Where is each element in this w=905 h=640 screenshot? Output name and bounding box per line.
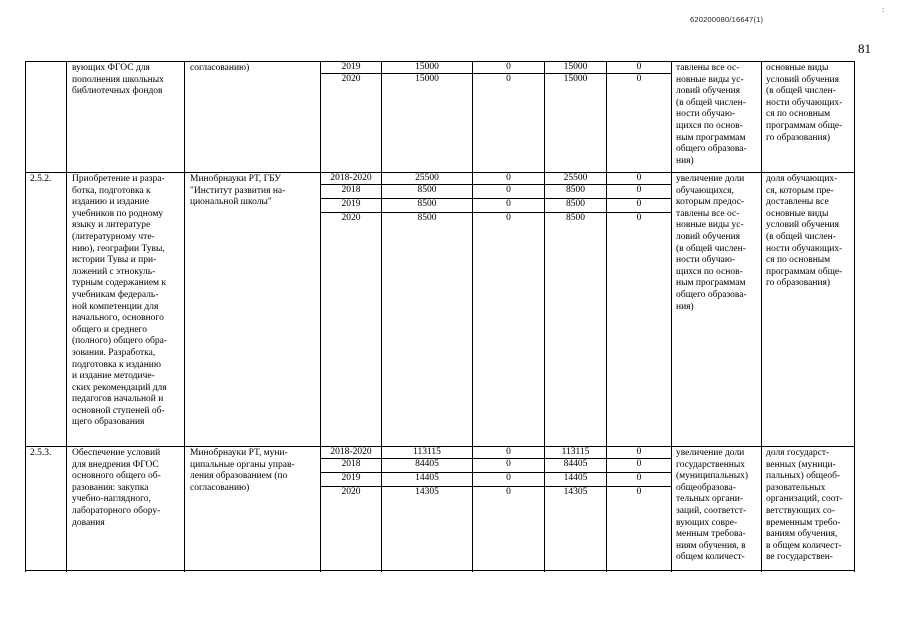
row-code: 2.5.3. bbox=[30, 448, 52, 458]
cell-total: 15000 bbox=[415, 62, 439, 72]
data-table bbox=[25, 61, 855, 572]
cell-total: 84405 bbox=[415, 459, 439, 469]
cell-regional: 8500 bbox=[566, 199, 585, 209]
cell-other: 0 bbox=[636, 62, 642, 72]
row-name: Обеспечение условий для внедрения ФГОС основного общего об- разования: закупка учебно-наглядного, лабораторного обору- дования bbox=[72, 448, 161, 528]
cell-year: 2018-2020 bbox=[330, 447, 372, 457]
col-divider bbox=[66, 62, 67, 572]
row-result: увеличение доли государственных (муниципальных) общеобразова- тельных органи- заций, соответст- вующих совре- менным требова- ниям обучения, в общем количест- bbox=[676, 448, 749, 563]
cell-year: 2020 bbox=[341, 213, 361, 223]
cell-total: 8500 bbox=[417, 199, 437, 209]
cell-total: 8500 bbox=[417, 185, 437, 195]
cell-federal: 0 bbox=[506, 473, 511, 483]
cell-other: 0 bbox=[636, 213, 642, 223]
cell-regional: 25500 bbox=[563, 173, 588, 183]
row-name: вующих ФГОС для пополнения школьных библиотечных фондов bbox=[72, 63, 164, 97]
cell-federal: 0 bbox=[506, 185, 511, 195]
cell-total: 113115 bbox=[413, 447, 441, 457]
col-divider bbox=[761, 62, 762, 572]
cell-regional: 113115 bbox=[561, 447, 590, 457]
cell-other: 0 bbox=[636, 473, 642, 483]
cell-federal: 0 bbox=[506, 487, 511, 497]
row-result: тавлены все ос- новные виды ус- ловий обучения (в общей числен- ности обучаю- щихся по основ- ным программам общего образова- ния) bbox=[676, 63, 747, 166]
cell-federal: 0 bbox=[506, 199, 511, 209]
corner-mark: : bbox=[882, 5, 885, 14]
cell-other: 0 bbox=[636, 185, 642, 195]
cell-other: 0 bbox=[636, 487, 642, 497]
row-executor: согласованию) bbox=[190, 63, 250, 73]
cell-total: 14305 bbox=[415, 487, 439, 497]
cell-regional: 15000 bbox=[563, 62, 588, 72]
cell-federal: 0 bbox=[506, 447, 511, 457]
cell-total: 14405 bbox=[415, 473, 439, 483]
row-code: 2.5.2. bbox=[30, 174, 52, 184]
cell-federal: 0 bbox=[506, 459, 511, 469]
cell-year: 2018-2020 bbox=[330, 173, 372, 183]
cell-total: 25500 bbox=[415, 173, 439, 183]
cell-total: 8500 bbox=[417, 213, 437, 223]
cell-regional: 15000 bbox=[563, 74, 588, 84]
page-number: 81 bbox=[858, 41, 871, 56]
cell-regional: 84405 bbox=[563, 459, 588, 469]
cell-year: 2019 bbox=[341, 199, 361, 209]
cell-year: 2018 bbox=[341, 185, 361, 195]
col-divider bbox=[184, 62, 185, 572]
cell-regional: 8500 bbox=[566, 185, 585, 195]
row-executor: Минобрнауки РТ, ГБУ "Институт развития на- циональной школы" bbox=[190, 174, 286, 208]
cell-total: 15000 bbox=[415, 74, 439, 84]
document-stamp: 620200080/16647(1) bbox=[690, 15, 764, 24]
row-indicator: основные виды условий обучения (в общей числен- ности обучающих- ся по основным программам обще- го образования) bbox=[766, 63, 843, 143]
row-result: увеличение доли обучающихся, которым предос- тавлены все ос- новные виды ус- ловий обучения (в общей числен- ности обучаю- щихся по основ- ным программам общего образова- ния) bbox=[676, 174, 747, 312]
cell-regional: 14405 bbox=[563, 473, 588, 483]
cell-regional: 8500 bbox=[566, 213, 585, 223]
cell-year: 2019 bbox=[341, 473, 361, 483]
cell-federal: 0 bbox=[506, 74, 511, 84]
row-name: Приобретение и разра- ботка, подготовка к изданию и издание учебников по родному языку и литературе (литературному чте- нию), географии Тувы, истории Тувы и при- ложений с этнокуль- турным содержанием к учебникам федераль- ной компетенции для начального, основного общего и среднего (полного) общего обра- зования. Разработка, подготовка к изданию и издание методиче- ских рекомендаций для педагогов начальной и основной ступеней об- щего образования bbox=[72, 174, 168, 428]
cell-other: 0 bbox=[636, 447, 642, 457]
cell-federal: 0 bbox=[506, 213, 511, 223]
cell-federal: 0 bbox=[506, 62, 511, 72]
row-executor: Минобрнауки РТ, муни- ципальные органы управ- ления образованием (по согласованию) bbox=[190, 448, 295, 493]
cell-other: 0 bbox=[636, 459, 642, 469]
table-bottom-border bbox=[25, 570, 854, 571]
cell-other: 0 bbox=[636, 199, 642, 209]
cell-regional: 14305 bbox=[563, 487, 588, 497]
cell-other: 0 bbox=[636, 74, 642, 84]
cell-other: 0 bbox=[636, 173, 642, 183]
row-indicator: доля государст- венных (муници- пальных) общеоб- разовательных организаций, соот- ветствующих со- временным требо- ваниям обучения, в общем количест- ве государствен- bbox=[766, 448, 843, 563]
cell-year: 2020 bbox=[341, 74, 361, 84]
cell-year: 2020 bbox=[341, 487, 361, 497]
cell-year: 2018 bbox=[341, 459, 361, 469]
row-indicator: доля обучающих- ся, которым пре- доставлены все основные виды условий обучения (в общей числен- ности обучающих- ся по основным программам обще- го образования) bbox=[766, 174, 843, 289]
cell-year: 2019 bbox=[341, 62, 361, 72]
col-divider bbox=[671, 62, 672, 572]
cell-federal: 0 bbox=[506, 173, 511, 183]
